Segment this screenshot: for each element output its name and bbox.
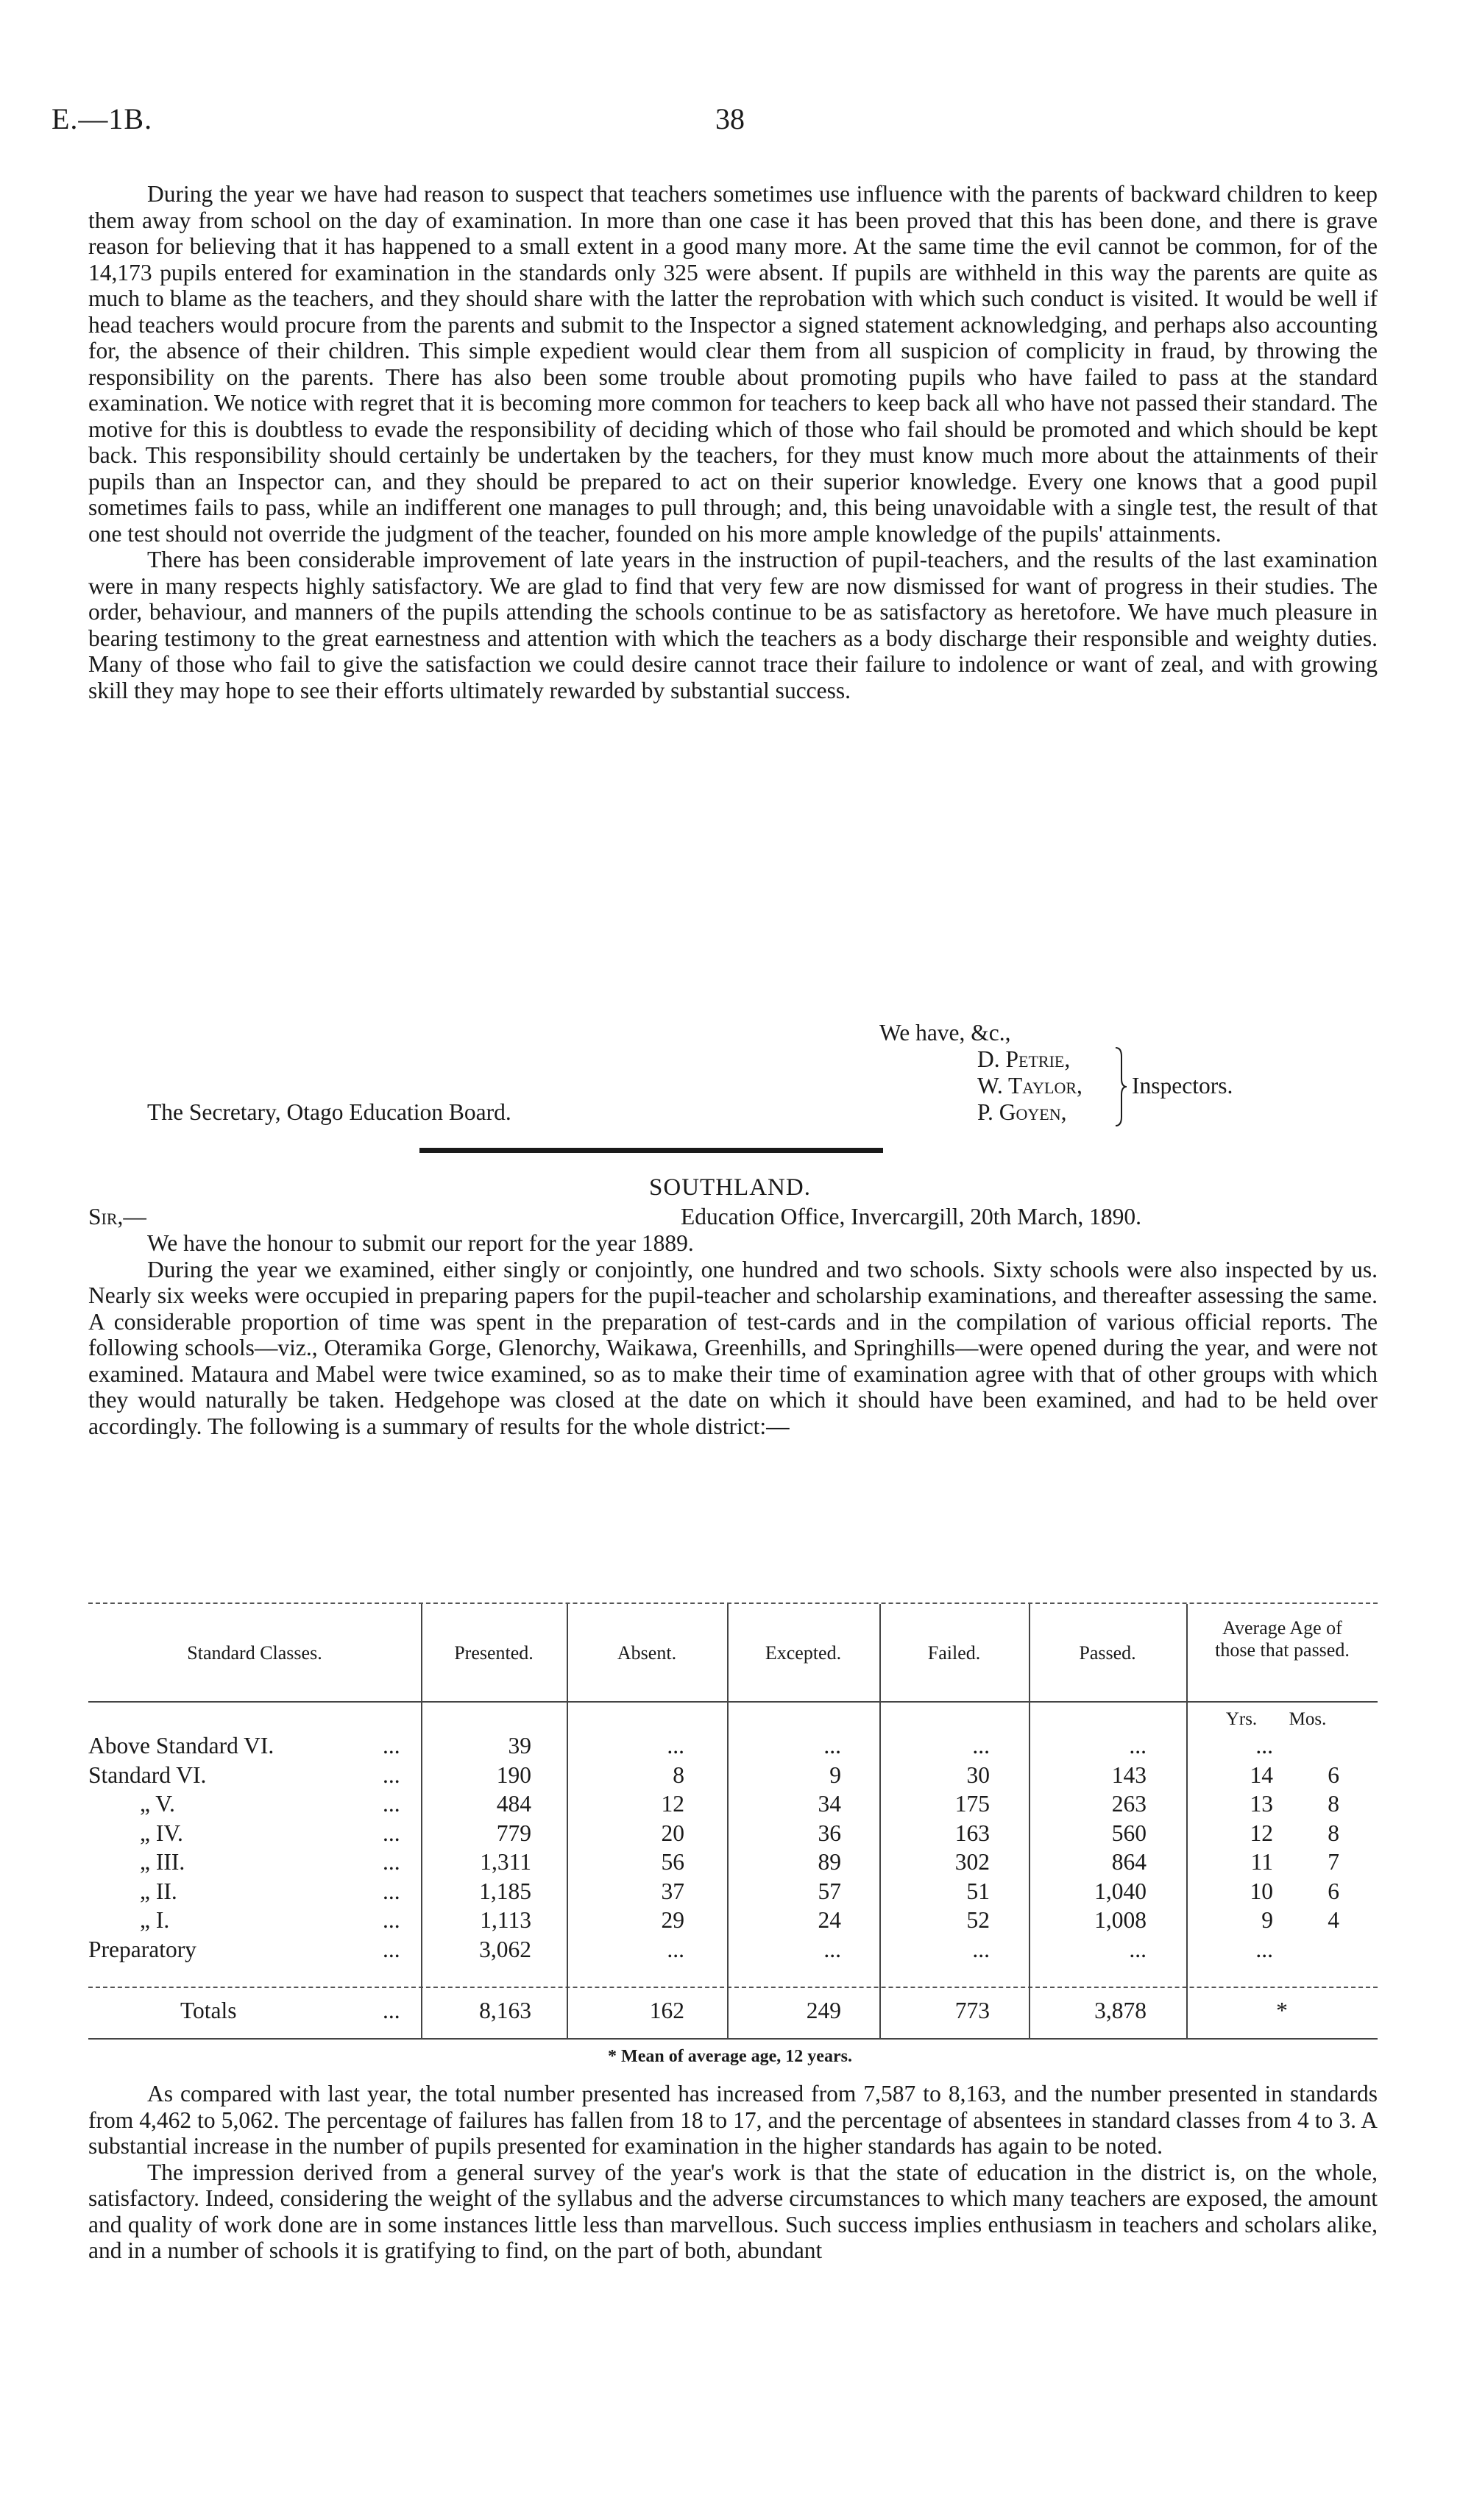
cell-presented: 1,185 (479, 1878, 531, 1904)
document-reference: E.—1B. (52, 102, 153, 135)
row-label: „ II. (140, 1878, 177, 1904)
totals-label: Totals (180, 1998, 237, 2023)
column-header: Average Age of those that passed. (1215, 1617, 1350, 1661)
column-header: Failed. (927, 1642, 981, 1664)
totals-age: * (1276, 1998, 1288, 2023)
cell-failed: ... (972, 1733, 990, 1758)
cell-absent: ... (667, 1733, 684, 1758)
otago-report-text (88, 181, 1378, 703)
cell-presented: 39 (508, 1733, 531, 1758)
column-header: Excepted. (765, 1642, 842, 1664)
cell-excepted: 57 (818, 1878, 841, 1904)
paragraph: During the year we have had reason to suspect that teachers sometimes use influence with the parents of backward children to keep them away from school on the day of examination. In more than one case it has been proved that this has been done, and there is grave reason for believing that it has happened to a small extent in a good many more. At the same time the evil cannot be common, for of the 14,173 pupils entered for examination in the standards only 325 were absent. If pupils are withheld in this way the parents are quite as much to blame as the teachers, and they should share with the latter the reprobation with which such conduct is visited. It would be well if head teachers would procure from the parents and submit to the Inspector a signed statement acknowledging, and perhaps also accounting for, the absence of their children. This simple expedient would clear them from all suspicion of complicity in fraud, by throwing the responsibility on the parents. There has also been some trouble about promoting pupils who have failed to pass at the standard examination. We notice with regret that it is becoming more common for teachers to keep back all who have not passed their standard. The motive for this is doubtless to evade the responsibility of deciding which of those who fail should be promoted and which should be kept back. This responsibility should certainly be undertaken by the teachers, for they must know much more about the attainments of their pupils than an Inspector can, and they should be prepared to act on their superior knowledge. Every one knows that a good pupil sometimes fails to pass, while an indifferent one manages to pull through; and, this being unavoidable with a single test, the result of that one test should not override the judgment of the teacher, founded on his more ample knowledge of the pupils' attainments. (88, 181, 1378, 547)
cell-absent: 12 (661, 1791, 684, 1817)
cell-excepted: 24 (818, 1907, 841, 1933)
row-label: „ V. (140, 1791, 175, 1817)
dateline: Education Office, Invercargill, 20th March, 1890. (681, 1204, 1142, 1229)
paragraph: During the year we examined, either singly or conjointly, one hundred and two schools. Sixty schools were also inspected by us. Nearly six weeks were occupied in preparing papers for the pupil-teacher and scholarship examinations, and thereafter assessing the same. A considerable proportion of time was spent in the preparation of test-cards and in the compilation of various official reports. The following schools—viz., Oteramika Gorge, Glenorchy, Waikawa, Greenhills, and Springhills—were opened during the year, and were not examined. Mataura and Mabel were twice examined, so as to make their time of examination agree with that of other groups with which they would naturally be taken. Hedgehope was closed at the date on which it should have been examined, and had to be held over accordingly. The following is a summary of results for the whole district:— (88, 1256, 1378, 1439)
signatory: W. Taylor, (977, 1073, 1082, 1098)
cell-yrs: 9 (1261, 1907, 1273, 1933)
cell-presented: 779 (496, 1820, 531, 1846)
row-label: Preparatory (88, 1936, 196, 1962)
cell-presented: 1,311 (480, 1849, 531, 1875)
cell-mos: 4 (1328, 1907, 1339, 1933)
column-header: Presented. (454, 1642, 534, 1664)
cell-failed: ... (972, 1936, 990, 1962)
paragraph: There has been considerable improvement of late years in the instruction of pupil-teachers, and the results of the last examination were in many respects highly satisfactory. We are glad to find that very few are now dismissed for want of progress in their studies. The order, behaviour, and manners of the pupils attending the schools continue to be as satisfactory as heretofore. We have much pleasure in bearing testimony to the great earnestness and attention with which the teachers as a body discharge their responsible and weighty duties. Many of those who fail to give the satisfaction we could desire cannot trace their failure to indolence or want of zeal, and with growing skill they may hope to see their efforts ultimately rewarded by substantial success. (88, 547, 1378, 703)
cell-mos: 7 (1328, 1849, 1339, 1875)
cell-absent: 29 (661, 1907, 684, 1933)
cell-excepted: ... (823, 1733, 841, 1758)
cell-excepted: 9 (829, 1761, 841, 1788)
cell-presented: 3,062 (479, 1936, 531, 1962)
paragraph: We have the honour to submit our report for the year 1889. (147, 1230, 694, 1256)
cell-excepted: 36 (818, 1820, 841, 1846)
cell-failed: 163 (954, 1820, 990, 1846)
cell-mos: 6 (1328, 1878, 1339, 1904)
leader-dots: ... (383, 1761, 400, 1788)
row-label: Standard VI. (88, 1761, 207, 1788)
months-unit-label: Mos. (1289, 1709, 1327, 1729)
cell-yrs: ... (1255, 1936, 1273, 1962)
cell-yrs: 11 (1250, 1849, 1273, 1875)
cell-failed: 30 (966, 1761, 990, 1788)
row-label: „ I. (140, 1907, 170, 1933)
leader-dots: ... (383, 1936, 400, 1962)
cell-presented: 190 (496, 1761, 531, 1788)
signatory: D. Petrie, (977, 1046, 1071, 1072)
cell-passed: 263 (1111, 1791, 1147, 1817)
leader-dots: ... (383, 1878, 400, 1904)
leader-dots: ... (383, 1791, 400, 1817)
cell-absent: 37 (661, 1878, 684, 1904)
cell-failed: 175 (954, 1791, 990, 1817)
brace-icon (1113, 1046, 1127, 1127)
table-body-rule (88, 1987, 1378, 1988)
cell-passed: ... (1129, 1936, 1147, 1962)
page-number: 38 (715, 102, 745, 135)
cell-absent: 56 (661, 1849, 684, 1875)
cell-presented: 484 (496, 1791, 531, 1817)
cell-yrs: 13 (1250, 1791, 1273, 1817)
cell-yrs: 14 (1250, 1761, 1273, 1788)
cell-mos: 8 (1328, 1791, 1339, 1817)
southland-intro-text (88, 1230, 1378, 1439)
table-bottom-rule (88, 2038, 1378, 2040)
years-unit-label: Yrs. (1225, 1709, 1258, 1729)
signatory: P. Goyen, (977, 1099, 1067, 1125)
leader-dots: ... (383, 1907, 400, 1933)
leader-dots: ... (383, 1849, 400, 1875)
cell-passed: 143 (1111, 1761, 1147, 1788)
cell-mos: 8 (1328, 1820, 1339, 1846)
totals-passed: 3,878 (1094, 1998, 1147, 2023)
section-divider (419, 1148, 883, 1153)
leader-dots: ... (383, 1733, 400, 1758)
cell-excepted: 34 (818, 1791, 841, 1817)
row-label: Above Standard VI. (88, 1733, 274, 1758)
cell-excepted: ... (823, 1936, 841, 1962)
cell-yrs: 10 (1250, 1878, 1273, 1904)
addressee: The Secretary, Otago Education Board. (147, 1099, 511, 1125)
cell-passed: 1,040 (1094, 1878, 1147, 1904)
column-header: Standard Classes. (187, 1642, 322, 1664)
section-title: SOUTHLAND. (649, 1174, 811, 1201)
row-label: „ III. (140, 1849, 185, 1875)
table-header-rule (88, 1701, 1378, 1703)
cell-yrs: 12 (1250, 1820, 1273, 1846)
cell-failed: 302 (954, 1849, 990, 1875)
totals-presented: 8,163 (479, 1998, 531, 2023)
cell-presented: 1,113 (480, 1907, 531, 1933)
totals-absent: 162 (649, 1998, 684, 2023)
cell-absent: ... (667, 1936, 684, 1962)
cell-failed: 52 (966, 1907, 990, 1933)
totals-failed: 773 (954, 1998, 990, 2023)
cell-absent: 20 (661, 1820, 684, 1846)
paragraph: As compared with last year, the total number presented has increased from 7,587 to 8,163, and the number presented in standards from 4,462 to 5,062. The percentage of failures has fallen from 18 to 17, and the percentage of absentees in standard classes from 4 to 3. A substantial increase in the number of pupils presented for examination in the higher standards has again to be noted. (88, 2081, 1378, 2159)
cell-passed: 864 (1111, 1849, 1147, 1875)
signatory-role: Inspectors. (1132, 1073, 1233, 1098)
cell-passed: 1,008 (1094, 1907, 1147, 1933)
closing: We have, &c., (879, 1020, 1011, 1046)
cell-failed: 51 (966, 1878, 990, 1904)
southland-analysis-text (88, 2081, 1378, 2264)
cell-passed: 560 (1111, 1820, 1147, 1846)
paragraph: The impression derived from a general survey of the year's work is that the state of education in the district is, on the whole, satisfactory. Indeed, considering the weight of the syllabus and the adverse circumstances to which many teachers are exposed, the amount and quality of work done are in some instances little less than marvellous. Such success implies enthusiasm in teachers and scholars alike, and in a number of schools it is gratifying to find, on the part of both, abundant (88, 2159, 1378, 2263)
column-header: Absent. (617, 1642, 677, 1664)
cell-absent: 8 (673, 1761, 684, 1788)
salutation: Sir,— (88, 1204, 146, 1229)
column-header: Passed. (1079, 1642, 1136, 1664)
table-footnote: * Mean of average age, 12 years. (608, 2047, 852, 2066)
cell-passed: ... (1129, 1733, 1147, 1758)
row-label: „ IV. (140, 1820, 183, 1846)
cell-yrs: ... (1255, 1733, 1273, 1758)
totals-excepted: 249 (806, 1998, 841, 2023)
cell-mos: 6 (1328, 1761, 1339, 1788)
table-top-rule (88, 1602, 1378, 1604)
leader-dots: ... (383, 1820, 400, 1846)
leader-dots: ... (383, 1998, 400, 2023)
cell-excepted: 89 (818, 1849, 841, 1875)
